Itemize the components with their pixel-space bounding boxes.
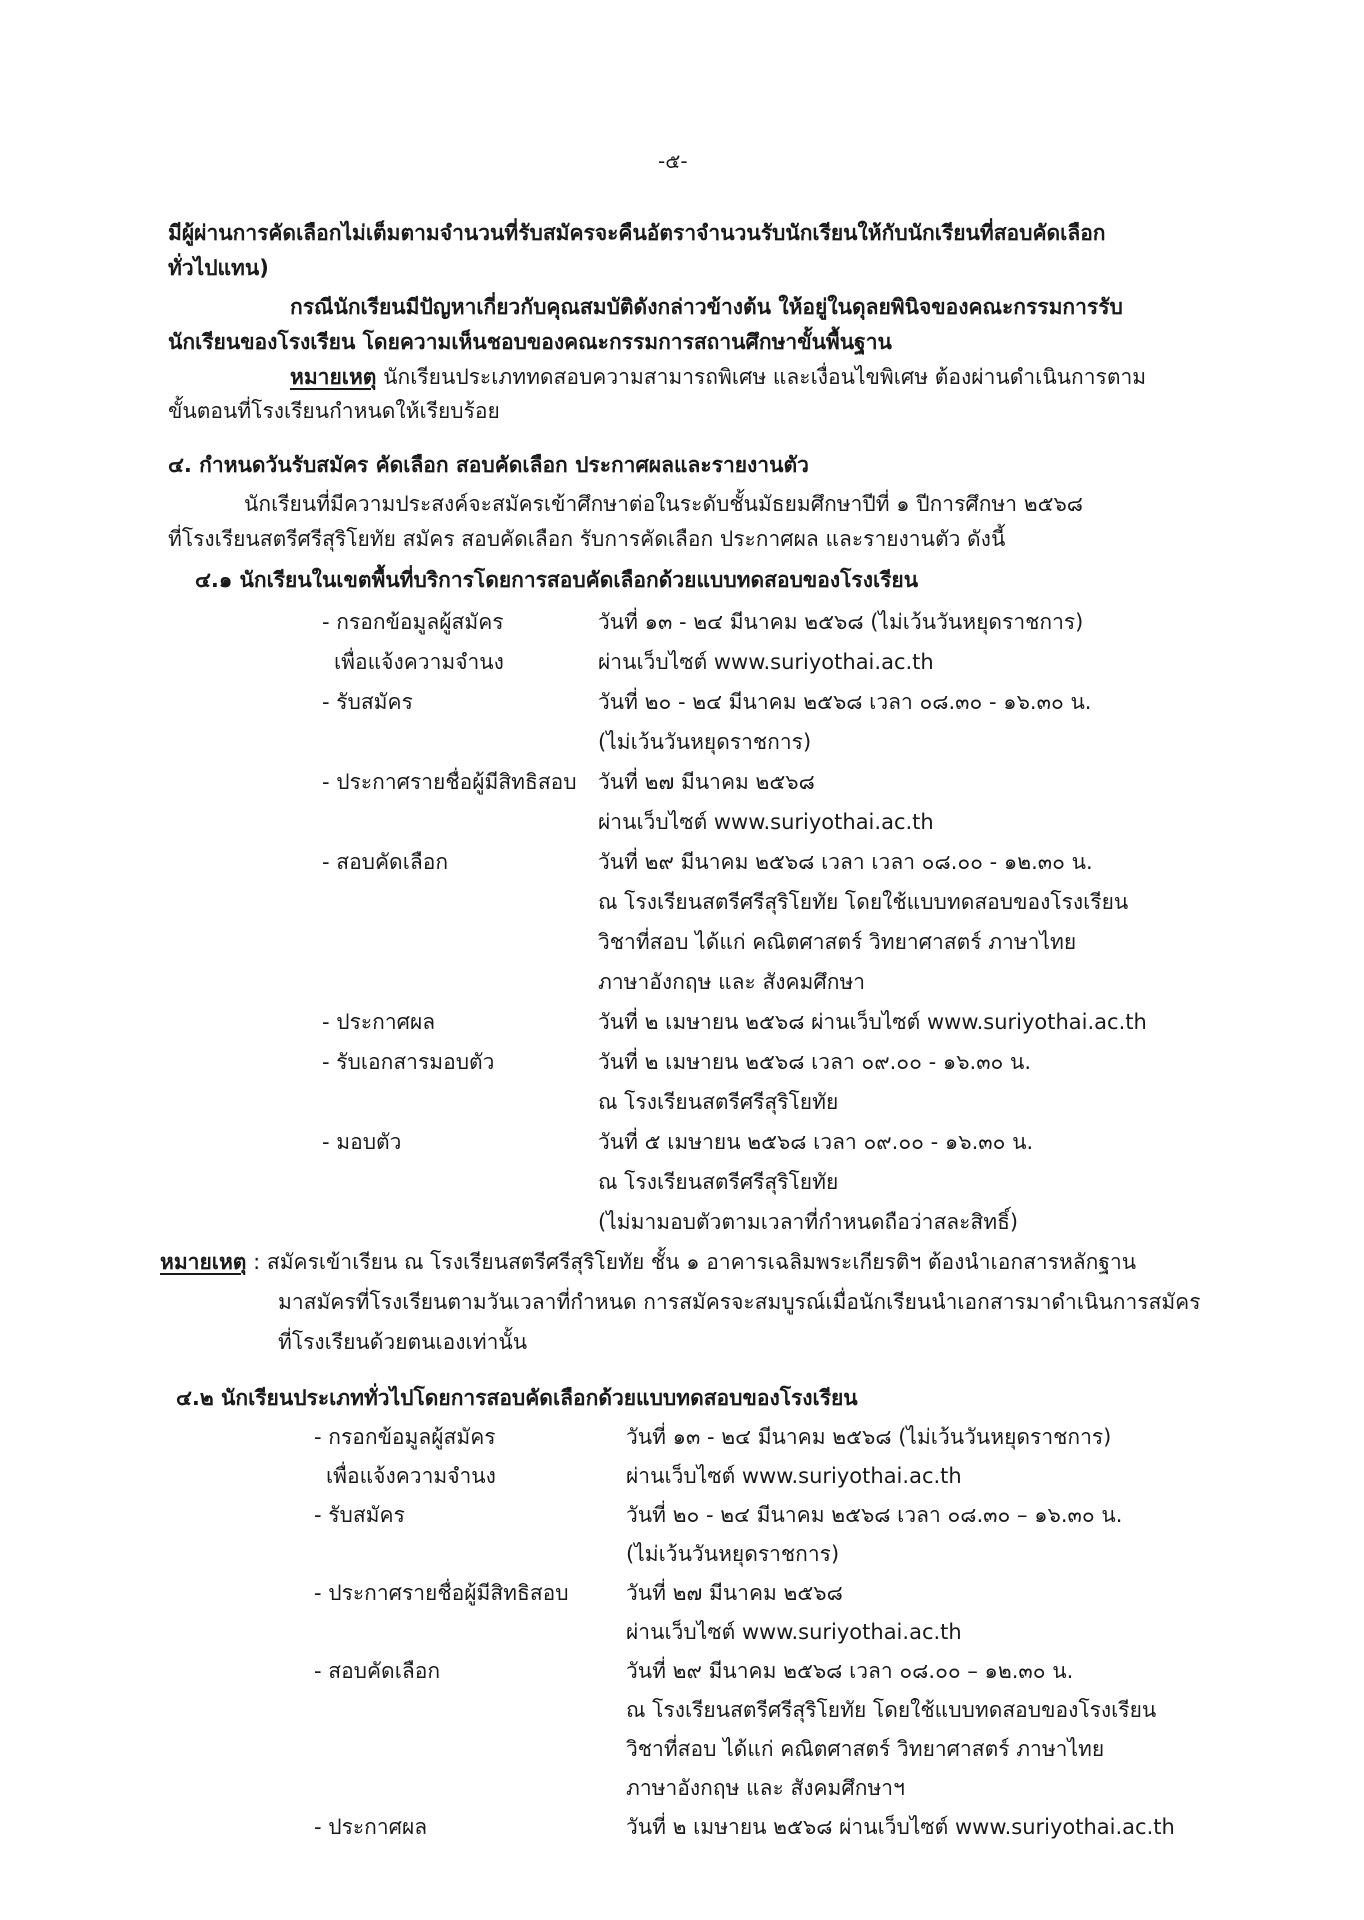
schedule-detail: วันที่ ๕ เมษายน ๒๕๖๘ เวลา ๐๙.๐๐ - ๑๖.๓๐ น. <box>598 1130 1034 1154</box>
note-label: หมายเหตุ <box>160 1250 247 1274</box>
schedule-detail: ณ โรงเรียนสตรีศรีสุริโยทัย โดยใช้แบบทดสอบของโรงเรียน <box>598 890 1129 914</box>
schedule-detail: (ไม่เว้นวันหยุดราชการ) <box>626 1542 840 1566</box>
schedule-detail: ผ่านเว็บไซต์ www.suriyothai.ac.th <box>598 810 934 834</box>
schedule-detail: วันที่ ๒ เมษายน ๒๕๖๘ เวลา ๐๙.๐๐ - ๑๖.๓๐ น. <box>598 1050 1032 1074</box>
schedule-detail: ณ โรงเรียนสตรีศรีสุริโยทัย โดยใช้แบบทดสอบของโรงเรียน <box>626 1698 1157 1722</box>
subsection-4-2-heading: ๔.๒ นักเรียนประเภททั่วไปโดยการสอบคัดเลือกด้วยแบบทดสอบของโรงเรียน <box>176 1386 858 1410</box>
schedule-detail: วันที่ ๒๗ มีนาคม ๒๕๖๘ <box>598 770 815 794</box>
intro-line-3: กรณีนักเรียนมีปัญหาเกี่ยวกับคุณสมบัติดังกล่าวข้างต้น ให้อยู่ในดุลยพินิจของคณะกรรมการรับ <box>290 295 1123 319</box>
subsection-4-1-note <box>160 1247 1136 1277</box>
subsection-4-1-note-line-2: มาสมัครที่โรงเรียนตามวันเวลาที่กำหนด การสมัครจะสมบูรณ์เมื่อนักเรียนนำเอกสารมาดำเนินการสมัคร <box>278 1290 1201 1314</box>
schedule-detail: วันที่ ๒ เมษายน ๒๕๖๘ ผ่านเว็บไซต์ www.suriyothai.ac.th <box>598 1010 1147 1034</box>
intro-line-4: นักเรียนของโรงเรียน โดยความเห็นชอบของคณะกรรมการสถานศึกษาขั้นพื้นฐาน <box>168 330 892 354</box>
schedule-label: - มอบตัว <box>322 1130 402 1154</box>
intro-note-line-2: ขั้นตอนที่โรงเรียนกำหนดให้เรียบร้อย <box>168 399 500 423</box>
schedule-label: - กรอกข้อมูลผู้สมัคร <box>322 610 504 634</box>
schedule-detail: วันที่ ๒๐ - ๒๔ มีนาคม ๒๕๖๘ เวลา ๐๘.๓๐ - ๑๖.๓๐ น. <box>598 690 1092 714</box>
schedule-label: - สอบคัดเลือก <box>314 1659 441 1683</box>
subsection-4-1-note-line-3: ที่โรงเรียนด้วยตนเองเท่านั้น <box>278 1330 528 1354</box>
schedule-label: - รับสมัคร <box>322 690 413 714</box>
schedule-detail: วันที่ ๑๓ - ๒๔ มีนาคม ๒๕๖๘ (ไม่เว้นวันหยุดราชการ) <box>626 1425 1112 1449</box>
schedule-detail: วันที่ ๒๐ - ๒๔ มีนาคม ๒๕๖๘ เวลา ๐๘.๓๐ – ๑๖.๓๐ น. <box>626 1503 1123 1527</box>
schedule-detail: วันที่ ๒ เมษายน ๒๕๖๘ ผ่านเว็บไซต์ www.suriyothai.ac.th <box>626 1815 1175 1839</box>
intro-line-1: มีผู้ผ่านการคัดเลือกไม่เต็มตามจำนวนที่รับสมัครจะคืนอัตราจำนวนรับนักเรียนให้กับนักเรียนที่สอบคัดเลือก <box>168 221 1106 245</box>
schedule-detail: (ไม่มามอบตัวตามเวลาที่กำหนดถือว่าสละสิทธิ์) <box>598 1210 1019 1234</box>
schedule-detail: (ไม่เว้นวันหยุดราชการ) <box>598 730 812 754</box>
schedule-detail: ณ โรงเรียนสตรีศรีสุริโยทัย <box>598 1170 839 1194</box>
schedule-detail: วิชาที่สอบ ได้แก่ คณิตศาสตร์ วิทยาศาสตร์ ภาษาไทย <box>598 930 1077 954</box>
intro-line-2: ทั่วไปแทน) <box>168 256 269 280</box>
schedule-label: - ประกาศผล <box>322 1010 436 1034</box>
schedule-label: - ประกาศผล <box>314 1815 428 1839</box>
schedule-detail: ผ่านเว็บไซต์ www.suriyothai.ac.th <box>626 1620 962 1644</box>
schedule-label: เพื่อแจ้งความจำนง <box>334 650 504 674</box>
note-text: : สมัครเข้าเรียน ณ โรงเรียนสตรีศรีสุริโยทัย ชั้น ๑ อาคารเฉลิมพระเกียรติฯ ต้องนำเอกสารหลักฐาน <box>246 1250 1137 1274</box>
section-4-paragraph-line-1: นักเรียนที่มีความประสงค์จะสมัครเข้าศึกษาต่อในระดับชั้นมัธยมศึกษาปีที่ ๑ ปีการศึกษา ๒๕๖๘ <box>244 492 1084 516</box>
schedule-detail: ณ โรงเรียนสตรีศรีสุริโยทัย <box>598 1090 839 1114</box>
schedule-label: เพื่อแจ้งความจำนง <box>326 1464 496 1488</box>
intro-note <box>290 362 1146 392</box>
schedule-detail: วันที่ ๒๙ มีนาคม ๒๕๖๘ เวลา ๐๘.๐๐ – ๑๒.๓๐ น. <box>626 1659 1074 1683</box>
section-4-heading: ๔. กำหนดวันรับสมัคร คัดเลือก สอบคัดเลือก ประกาศผลและรายงานตัว <box>168 453 809 477</box>
schedule-detail: ภาษาอังกฤษ และ สังคมศึกษาฯ <box>626 1776 905 1800</box>
schedule-detail: วันที่ ๒๙ มีนาคม ๒๕๖๘ เวลา เวลา ๐๘.๐๐ - ๑๒.๓๐ น. <box>598 850 1093 874</box>
schedule-detail: วันที่ ๒๗ มีนาคม ๒๕๖๘ <box>626 1581 843 1605</box>
section-4-paragraph-line-2: ที่โรงเรียนสตรีศรีสุริโยทัย สมัคร สอบคัดเลือก รับการคัดเลือก ประกาศผล และรายงานตัว ดังนี้ <box>168 527 1006 551</box>
schedule-detail: ผ่านเว็บไซต์ www.suriyothai.ac.th <box>598 650 934 674</box>
schedule-label: - กรอกข้อมูลผู้สมัคร <box>314 1425 496 1449</box>
subsection-4-1-heading: ๔.๑ นักเรียนในเขตพื้นที่บริการโดยการสอบคัดเลือกด้วยแบบทดสอบของโรงเรียน <box>195 568 919 592</box>
note-label: หมายเหตุ <box>290 365 377 389</box>
schedule-detail: ผ่านเว็บไซต์ www.suriyothai.ac.th <box>626 1464 962 1488</box>
schedule-label: - รับสมัคร <box>314 1503 405 1527</box>
schedule-label: - ประกาศรายชื่อผู้มีสิทธิสอบ <box>314 1581 569 1605</box>
schedule-label: - สอบคัดเลือก <box>322 850 449 874</box>
note-text: นักเรียนประเภททดสอบความสามารถพิเศษ และเงื่อนไขพิเศษ ต้องผ่านดำเนินการตาม <box>376 365 1147 389</box>
schedule-label: - ประกาศรายชื่อผู้มีสิทธิสอบ <box>322 770 577 794</box>
page-number: -๕- <box>658 149 688 173</box>
schedule-detail: วิชาที่สอบ ได้แก่ คณิตศาสตร์ วิทยาศาสตร์ ภาษาไทย <box>626 1737 1105 1761</box>
schedule-detail: วันที่ ๑๓ - ๒๔ มีนาคม ๒๕๖๘ (ไม่เว้นวันหยุดราชการ) <box>598 610 1084 634</box>
schedule-detail: ภาษาอังกฤษ และ สังคมศึกษา <box>598 970 866 994</box>
schedule-label: - รับเอกสารมอบตัว <box>322 1050 495 1074</box>
